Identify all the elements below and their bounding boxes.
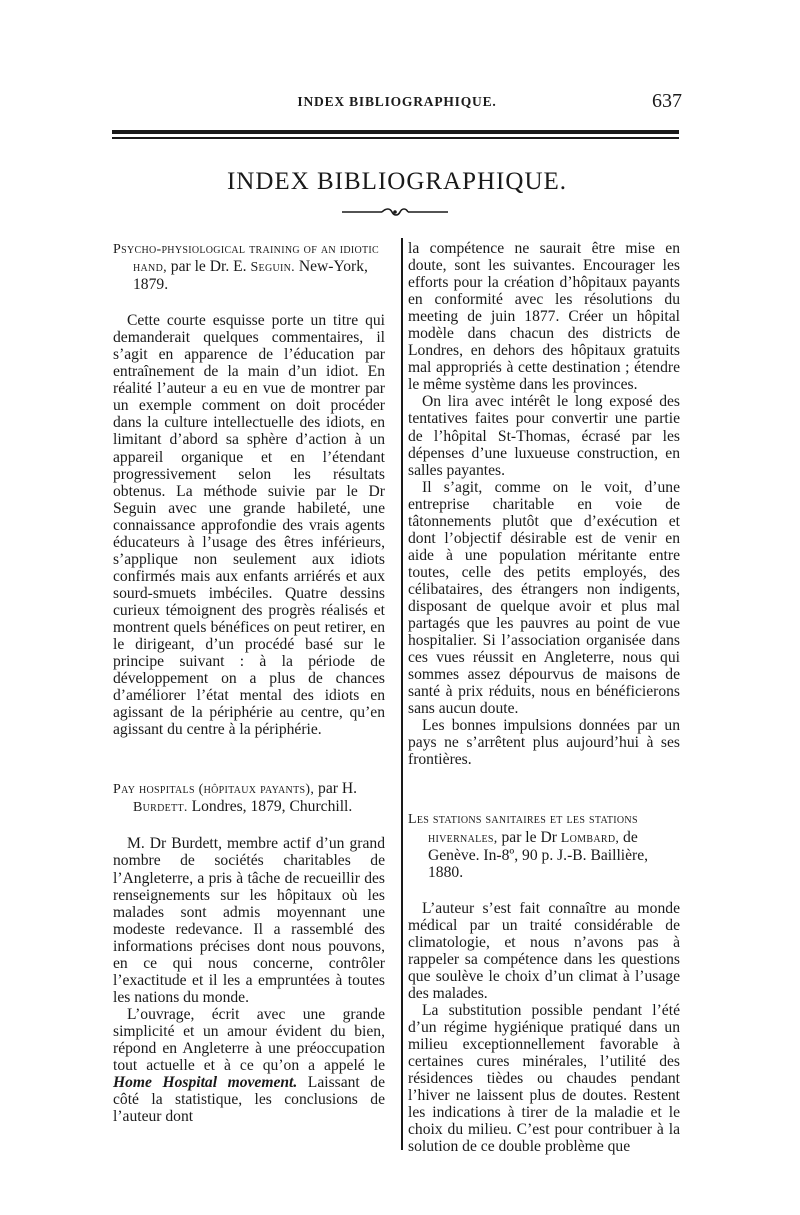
- paragraph-text: Laissant de côté la statistique, les conclusions de l’auteur dont: [113, 1074, 385, 1126]
- entry-heading: [113, 780, 385, 816]
- running-title: INDEX BIBLIOGRAPHIQUE.: [297, 94, 497, 109]
- paragraph: La substitution possible pendant l’été d’un régime hygiénique pratiqué dans un milieu exceptionnellement favorable à certaines cures minérales, l’utilité des résidences tièdes ou chaudes pendant l’hiver ne laissent plus de doutes. Restent les indications à tirer de la maladie et le choix du milieu. C’est pour contribuer à la solution de ce double problème que: [408, 1001, 680, 1156]
- entry-heading: [408, 810, 680, 880]
- paragraph: Les bonnes impulsions données par un pays ne s’arrêtent plus aujourd’hui à ses frontières.: [408, 717, 680, 769]
- entry-title: Psycho-physiological training of an idiotic hand,: [113, 242, 380, 276]
- section-title: INDEX BIBLIOGRAPHIQUE.: [226, 168, 568, 195]
- running-head: [112, 90, 682, 116]
- paragraph: [113, 1006, 385, 1125]
- left-column: [113, 240, 385, 1125]
- entry-byline: par le Dr: [497, 828, 561, 846]
- ornament-divider-icon: [342, 207, 448, 217]
- entry-imprint: Londres, 1879, Churchill.: [187, 798, 353, 816]
- page-number: 637: [652, 90, 682, 112]
- entry-byline: par le Dr. E.: [166, 258, 251, 276]
- column-divider: [401, 238, 403, 1150]
- paragraph: la compétence ne saurait être mise en doute, sont les suivantes. Encourager les efforts pour la création d’hôpitaux payants en conformité avec les résolutions du meeting de juin 1877. Créer un hôpital modèle dans chacun des districts de Londres, en dehors des hôpitaux gratuits mal appropriés à cette destination ; étendre le même système dans les provinces.: [408, 240, 680, 394]
- entry-author: Seguin.: [250, 260, 295, 276]
- header-rule-thick: [112, 130, 679, 134]
- right-column: [408, 240, 680, 1155]
- entry-title: Pay hospitals (hôpitaux payants),: [113, 782, 315, 798]
- entry-heading: [113, 240, 385, 293]
- entry-title: Les stations sanitaires et les stations hivernales,: [408, 812, 638, 846]
- paragraph: M. Dr Burdett, membre actif d’un grand nombre de sociétés charitables de l’Angleterre, a pris à tâche de recueillir des renseignements sur les hôpitaux où les malades sont admis moyennant une modeste redevance. Il a rassemblé des informations précises dont nous pouvons, en ce qui nous concerne, contrôler l’exactitude et il les a empruntées à toutes les nations du monde.: [113, 835, 385, 1006]
- paragraph-text: L’ouvrage, écrit avec une grande simplicité et un amour évident du bien, répond en Angleterre à une préoccupation tout actuelle et à ce qu’on a appelé le: [113, 1005, 385, 1075]
- entry-imprint: de Genève. In-8º, 90 p. J.-B. Baillière, 1880.: [428, 828, 649, 881]
- entry-author: Burdett.: [133, 800, 188, 816]
- entry-imprint: New-York, 1879.: [133, 258, 368, 294]
- header-rule-thin: [112, 137, 679, 139]
- italic-term: Home Hospital movement.: [113, 1074, 298, 1092]
- paragraph: Il s’agit, comme on le voit, d’une entreprise charitable en voie de tâtonnements plutôt que d’exécution et dont l’objectif désirable est de venir en aide à une population méritante entre toutes, celle des petits employés, des célibataires, des étrangers non indigents, disposant de quelque avoir et plus mal partagés que les pauvres au point de vue hospitalier. Si l’association organisée dans ces vues réussit en Angleterre, nous qui sommes assez dépourvus de maisons de santé à prix réduits, nous en bénéficierons sans aucun doute.: [408, 478, 680, 718]
- paragraph: On lira avec intérêt le long exposé des tentatives faites pour convertir une partie de l’hôpital St-Thomas, écrasé par les dépenses d’une luxueuse construction, en salles payantes.: [408, 393, 680, 479]
- paragraph: L’auteur s’est fait connaître au monde médical par un traité considérable de climatologie, et nous n’avons pas à rappeler sa compétence dans les questions que soulève le choix d’un climat à l’usage des malades.: [408, 899, 680, 1002]
- paragraph: Cette courte esquisse porte un titre qui demanderait quelques commentaires, il s’agit en apparence de l’éducation par entraînement de la main d’un idiot. En réalité l’auteur a eu en vue de montrer par un exemple comment on doit procéder dans la culture intellectuelle des idiots, en limitant d’abord sa sphère d’action à un appareil organique et en l’étendant progressivement selon les résultats obtenus. La méthode suivie par le Dr Seguin avec une grande habileté, une connaissance approfondie des vrais agents éducateurs à l’usage des êtres inférieurs, s’applique non seulement aux idiots confirmés mais aux enfants arriérés et aux sourd-smuets imbéciles. Quatre dessins curieux témoignent des progrès réalisés et montrent quels bénéfices on peut retirer, en le dirigeant, d’un procédé basé sur le principe suivant : à la période de développement on a plus de chances d’améliorer l’état mental des idiots en agissant de la périphérie au centre, qu’en agissant du centre à la périphérie.: [113, 312, 385, 739]
- entry-byline: par H.: [314, 780, 357, 798]
- entry-author: Lombard,: [560, 830, 620, 846]
